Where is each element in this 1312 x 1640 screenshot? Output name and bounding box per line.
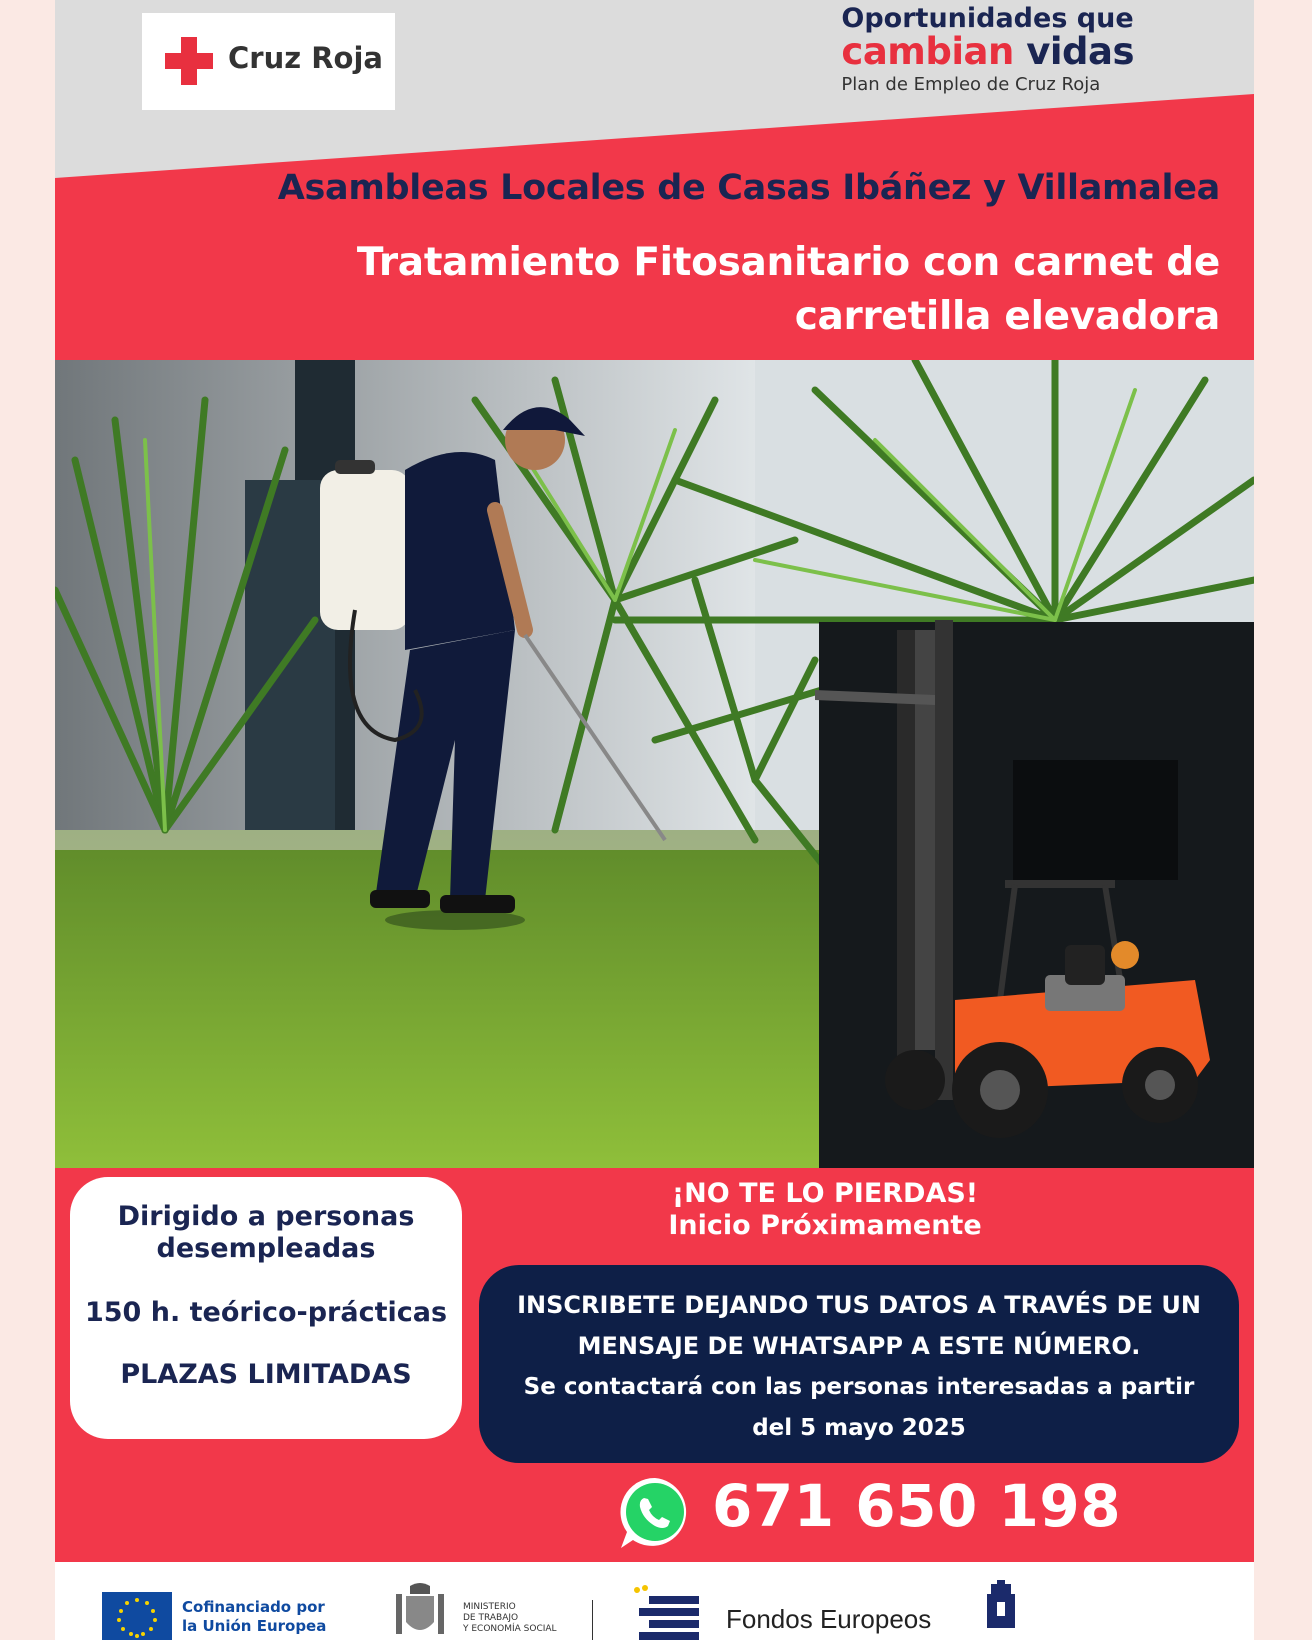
red-cross-icon: [165, 37, 213, 85]
eu-flag-icon: [102, 1592, 172, 1640]
assembly-title: Asambleas Locales de Casas Ibáñez y Villamalea: [277, 168, 1220, 208]
spain-coat-of-arms-icon: [392, 1582, 448, 1640]
course-title-line1: Tratamiento Fitosanitario con carnet de: [356, 240, 1220, 285]
signup-instructions: [479, 1265, 1239, 1463]
sponsors-footer: [55, 1562, 1254, 1640]
audience-line1: Dirigido a personas: [117, 1201, 415, 1232]
fondos-europeos-icon: [631, 1584, 706, 1640]
audience: [70, 1201, 462, 1265]
slogan-word-cambian: cambian: [841, 30, 1014, 73]
signup-line3: Se contactará con las personas interesadas a partir: [523, 1374, 1195, 1400]
promo-text: [615, 1178, 1035, 1242]
slogan-line2: [841, 30, 1134, 73]
signup-line2: MENSAJE DE WHATSAPP A ESTE NÚMERO.: [577, 1332, 1141, 1360]
eu-cofinance-text: [182, 1598, 326, 1636]
eu-line1: Cofinanciado por: [182, 1598, 325, 1616]
ministry-line2: DE TRABAJO: [463, 1613, 519, 1623]
audience-line2: desempleadas: [156, 1233, 376, 1264]
limited-places: PLAZAS LIMITADAS: [120, 1359, 412, 1390]
slogan-subtitle: Plan de Empleo de Cruz Roja: [841, 74, 1101, 95]
cruz-roja-logo: [142, 13, 395, 110]
course-hours: 150 h. teórico-prácticas: [84, 1297, 448, 1328]
castilla-la-mancha-icon: [977, 1578, 1025, 1640]
hero-photo: [55, 360, 1254, 1168]
signup-line1: INSCRIBETE DEJANDO TUS DATOS A TRAVÉS DE UN: [517, 1291, 1201, 1319]
ministry-line1: MINISTERIO: [463, 1602, 516, 1612]
signup-instructions-lower: [479, 1367, 1239, 1449]
course-title: [220, 236, 1220, 344]
brand-name: Cruz Roja: [228, 41, 383, 75]
whatsapp-icon: [617, 1474, 693, 1552]
course-title-line2: carretilla elevadora: [794, 294, 1220, 339]
slogan-word-vidas: vidas: [1026, 30, 1134, 73]
promo-line1: ¡NO TE LO PIERDAS!: [671, 1178, 979, 1209]
fondos-europeos-text: Fondos Europeos: [726, 1604, 932, 1634]
poster: [55, 0, 1254, 1640]
signup-line4: del 5 mayo 2025: [752, 1415, 966, 1441]
promo-line2: Inicio Próximamente: [668, 1210, 982, 1241]
ministry-line3: Y ECONOMÍA SOCIAL: [463, 1624, 557, 1634]
info-card: [70, 1177, 462, 1439]
phone-number[interactable]: 671 650 198: [712, 1472, 1122, 1540]
slogan: [841, 4, 1134, 95]
slogan-line1: Oportunidades que: [841, 3, 1134, 34]
ministry-text: [463, 1602, 557, 1635]
signup-instructions-upper: [479, 1285, 1239, 1367]
eu-line2: la Unión Europea: [182, 1617, 327, 1635]
footer-divider: [592, 1600, 593, 1640]
